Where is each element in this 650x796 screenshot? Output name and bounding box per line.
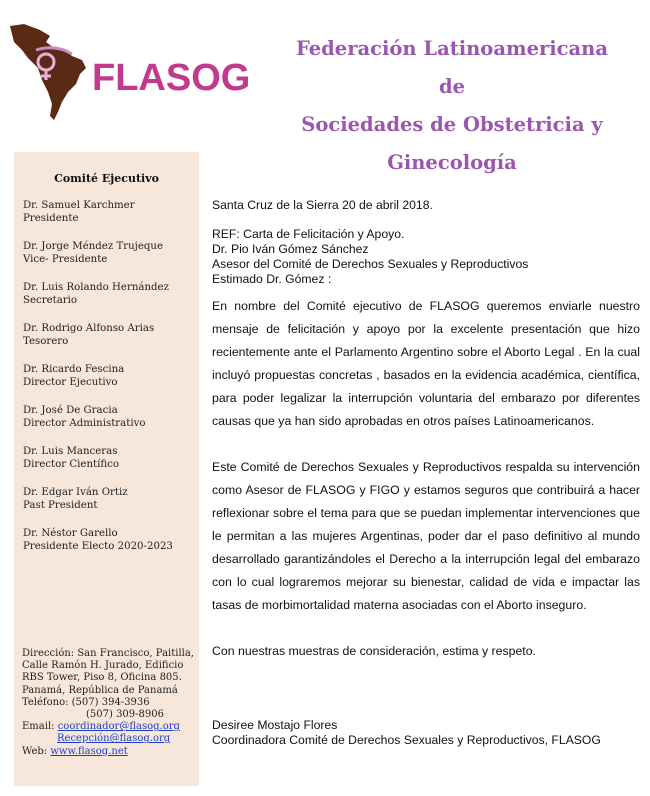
- org-name-line1: Federación Latinoamericana de: [295, 37, 608, 98]
- member-name: Dr. Luis Rolando Hernández: [23, 282, 169, 293]
- member-name: Dr. Néstor Garello: [23, 528, 118, 539]
- member-name: Dr. Samuel Karchmer: [23, 200, 135, 211]
- address-line: Calle Ramón H. Jurado, Edificio: [22, 660, 184, 672]
- latin-america-map-icon: [10, 24, 86, 120]
- member-role: Vice- Presidente: [23, 254, 108, 265]
- committee-member: [23, 199, 135, 225]
- email-link-reception[interactable]: Recepción@flasog.org: [57, 733, 171, 745]
- letter-closing: Con nuestras muestras de consideración, estima y respeto.: [212, 644, 536, 658]
- recipient-name: Dr. Pio Iván Gómez Sánchez: [212, 242, 369, 256]
- member-name: Dr. Ricardo Fescina: [23, 364, 125, 375]
- committee-member: [23, 281, 169, 307]
- letter-date: Santa Cruz de la Sierra 20 de abril 2018.: [212, 198, 433, 212]
- committee-member: [23, 240, 163, 266]
- committee-title: Comité Ejecutivo: [54, 172, 159, 185]
- committee-member: [23, 445, 119, 471]
- recipient-role: Asesor del Comité de Derechos Sexuales y Reproductivos: [212, 257, 529, 271]
- signer-name: Desiree Mostajo Flores: [212, 718, 338, 732]
- email-line: [22, 721, 200, 733]
- member-role: Director Administrativo: [23, 418, 146, 429]
- member-role: Director Científico: [23, 459, 119, 470]
- address-line: Dirección: San Francisco, Paitilla,: [22, 648, 194, 659]
- member-name: Dr. Jorge Méndez Trujeque: [23, 241, 163, 252]
- member-role: Past President: [23, 500, 98, 511]
- member-role: Presidente: [23, 213, 79, 224]
- committee-member: [23, 363, 124, 389]
- phone-line-2: (507) 309-8906: [86, 709, 164, 721]
- phone-line: Teléfono: (507) 394-3936: [22, 696, 150, 708]
- organization-name: [282, 30, 622, 182]
- web-line: [22, 746, 200, 758]
- committee-member: [23, 486, 128, 512]
- committee-member: [23, 527, 173, 553]
- member-name: Dr. Edgar Iván Ortiz: [23, 487, 128, 498]
- member-role: Presidente Electo 2020-2023: [23, 541, 173, 552]
- letter-reference: REF: Carta de Felicitación y Apoyo.: [212, 227, 405, 241]
- letter-paragraph-1: En nombre del Comité ejecutivo de FLASOG queremos enviarle nuestro mensaje de felicitación y apoyo por la excelente presentación que hizo recientemente ante el Parlamento Argentino sobre el Aborto Legal . En la cual incluyó propuestas concretas , basados en la evidencia académica, científica, para poder legalizar la interrupción voluntaria del embarazo por diferentes causas que ya han sido aprobadas en otros países Latinoamericanos.: [212, 299, 640, 428]
- contact-address: [22, 648, 200, 758]
- committee-member: [23, 404, 146, 430]
- member-role: Secretario: [23, 295, 78, 306]
- email-link-coordinator[interactable]: coordinador@flasog.org: [57, 721, 180, 733]
- address-line: Panamá, República de Panamá: [22, 684, 178, 696]
- member-role: Tesorero: [23, 336, 69, 347]
- website-link[interactable]: www.flasog.net: [50, 745, 128, 757]
- committee-member: [23, 322, 154, 348]
- email-line-2: [22, 733, 200, 745]
- email-label: Email:: [22, 721, 58, 733]
- member-name: Dr. José De Gracia: [23, 405, 118, 416]
- org-name-line3: Ginecología: [387, 151, 517, 174]
- org-name-line2: Sociedades de Obstetricia y: [301, 113, 603, 136]
- flasog-logo: [6, 20, 251, 122]
- member-name: Dr. Rodrigo Alfonso Arias: [23, 323, 155, 334]
- web-label: Web:: [22, 745, 51, 757]
- executive-committee-sidebar: [14, 152, 199, 786]
- logo-text: FLASOG: [92, 57, 251, 99]
- address-line: RBS Tower, Piso 8, Oficina 805.: [22, 672, 182, 684]
- letter-greeting: Estimado Dr. Gómez :: [212, 272, 332, 286]
- member-name: Dr. Luis Manceras: [23, 446, 118, 457]
- signer-title: Coordinadora Comité de Derechos Sexuales y Reproductivos, FLASOG: [212, 733, 601, 747]
- member-role: Director Ejecutivo: [23, 377, 118, 388]
- letter-paragraph-2: Este Comité de Derechos Sexuales y Reproductivos respalda su intervención como Asesor de FLASOG y FIGO y estamos seguros que contribuirá a hacer reflexionar sobre el tema para que se puedan implementar intervenciones que le permitan a las mujeres Argentinas, poder dar el paso definitivo al mundo desarrollado garantizándoles el Derecho a la interrupción legal del embarazo con lo cual lograremos mejorar su bienestar, calidad de vida e impactar las tasas de morbimortalidad materna asociadas con el Aborto inseguro.: [212, 460, 640, 612]
